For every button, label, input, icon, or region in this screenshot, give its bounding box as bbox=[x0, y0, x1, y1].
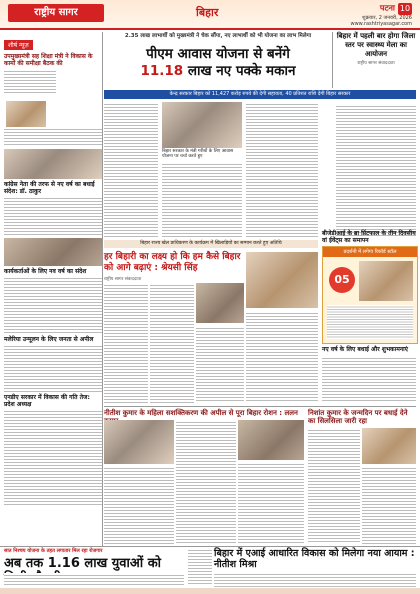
section-label: राष्ट्रीय सागर bbox=[8, 4, 104, 22]
lower-left-photo bbox=[104, 420, 174, 464]
article-text bbox=[4, 196, 102, 236]
row-divider bbox=[104, 406, 416, 407]
bottom-left-headline: अब तक 1.16 लाख युवाओं को bbox=[4, 556, 162, 571]
lead-subheading-bar: केन्द्र सरकार बिहार को 11,427 करोड़ रुपये की देगी सहायता, 40 प्रतिशत राशि देगी बिहार सरकार bbox=[104, 90, 416, 99]
page-number: 10 bbox=[399, 4, 411, 13]
right-column-byline: राष्ट्रीय सागर संवाददाता bbox=[357, 61, 395, 66]
mid-story-photo bbox=[196, 283, 244, 323]
lead-photo-caption: बिहार सरकार के मंत्री गरीबों के लिए आवास योजना पर चर्चा करते हुए bbox=[162, 149, 234, 159]
bottom-text bbox=[4, 573, 184, 587]
column-divider bbox=[102, 32, 103, 546]
left-column bbox=[4, 32, 102, 550]
lower-mid-photo bbox=[238, 420, 304, 460]
footer-band bbox=[0, 588, 420, 594]
advertisement-title: प्रदर्शनी में लगेगा रिकॉर्ड स्टॉल bbox=[323, 247, 417, 257]
left-headline-4: मलेरिया उन्मूलन के लिए जनता से अपील bbox=[4, 336, 94, 343]
advertisement-badge: 05 bbox=[329, 267, 355, 293]
masthead bbox=[0, 0, 420, 30]
right-column-headline: बिहार में पहली बार होगा जिला स्तर पर स्वास्थ्य मेला का आयोजन bbox=[336, 32, 416, 58]
lower-left-text bbox=[104, 466, 174, 544]
lower-right-text bbox=[362, 466, 416, 544]
masthead-info bbox=[351, 3, 413, 27]
left-headline-1: उपमुख्यमंत्री सह शिक्षा मंत्री ने विकास के कामों की समीक्षा बैठक की bbox=[4, 53, 93, 67]
article-photo bbox=[6, 101, 46, 127]
note-text bbox=[322, 356, 416, 402]
article-text bbox=[4, 409, 102, 505]
issue-date: शुक्रवार, 2 जनवरी, 2026 bbox=[362, 15, 412, 21]
mid-story-text bbox=[246, 311, 318, 403]
article-text bbox=[4, 69, 56, 95]
lead-headline bbox=[104, 46, 332, 80]
article-text bbox=[4, 127, 102, 147]
lead-text-col-2 bbox=[162, 162, 242, 238]
bottom-text bbox=[214, 572, 416, 587]
article-text bbox=[4, 276, 102, 334]
left-headline-5: एनडीए सरकार में विकास की गति तेज: प्रदेश अध्यक्ष bbox=[4, 394, 90, 408]
article-text bbox=[4, 344, 102, 392]
lead-headline-line2: लाख नए पक्के मकान bbox=[187, 63, 296, 79]
mid-story-text bbox=[196, 326, 244, 403]
right-column bbox=[336, 32, 416, 66]
caption-band: बिहार राज्य खेल प्राधिकरण के कार्यक्रम में खिलाड़ियों का सम्मान करते हुए अतिथि bbox=[104, 240, 318, 248]
website: www.rashtriyasagar.com bbox=[350, 21, 412, 27]
advertisement bbox=[322, 246, 418, 344]
lower-right-photo bbox=[362, 428, 416, 464]
article-photo bbox=[4, 149, 102, 179]
mid-story-photo bbox=[246, 252, 318, 308]
lead-headline-line1: पीएम आवास योजना से बनेंगे bbox=[146, 46, 290, 62]
mid-story-text bbox=[150, 283, 194, 403]
advertisement-text bbox=[327, 305, 413, 339]
bottom-right-headline: बिहार में एआई आधारित विकास को मिलेगा नया आयाम : नीतीश मिश्रा bbox=[214, 548, 415, 570]
lead-text-col-1 bbox=[104, 102, 158, 238]
lead-text-col-3 bbox=[246, 102, 318, 238]
bottom-left-kicker: सात निश्चय योजना के तहत लगातार मिल रहा रोजगार bbox=[4, 548, 103, 554]
article-photo bbox=[4, 238, 102, 266]
right-block-headline: बीजेडीआई के ब्रा प्रिंटफाल के तीन दिवसीय वां ईवेंट्स का समापन bbox=[322, 230, 416, 244]
advertisement-photo bbox=[359, 261, 413, 301]
top-strip: 2.35 लाख लाभार्थी को मुख्यमंत्री ने चेक सौंपा, नए लाभार्थी को भी योजना का लाभ मिलेगा bbox=[124, 33, 312, 39]
lower-right-headline: निशांत कुमार के जन्मदिन पर बधाई देने का सिलसिला जारी रहा bbox=[308, 409, 408, 425]
column-divider bbox=[332, 32, 333, 88]
left-headline-2: कांग्रेस नेता की तरफ से नए वर्ष का बधाई संदेश: डॉ. ठाकुर bbox=[4, 181, 95, 195]
left-headline-3: कार्यकर्ताओं के लिए नव वर्ष का संदेश bbox=[4, 268, 87, 275]
mid-story-headline: हर बिहारी का लक्ष्य हो कि हम कैसे बिहार को आगे बढ़ाएं : श्रेयसी सिंह bbox=[104, 252, 241, 273]
brand-label: पटना bbox=[379, 3, 395, 13]
column-tag: शीर्ष न्यूज़ bbox=[4, 40, 33, 50]
lower-mid-text bbox=[238, 462, 304, 544]
bottom-text bbox=[188, 548, 212, 586]
note-headline: नए वर्ष के लिए बधाई और शुभकामनाएं bbox=[322, 346, 408, 353]
lead-photo bbox=[162, 102, 242, 148]
row-divider bbox=[0, 546, 420, 547]
state-label: बिहार bbox=[196, 6, 219, 19]
mid-story-text bbox=[104, 283, 148, 403]
right-column-text bbox=[336, 104, 416, 238]
mid-story-byline: राष्ट्रीय सागर संवाददाता bbox=[104, 277, 142, 282]
lower-right-text bbox=[308, 428, 360, 544]
lower-left-text bbox=[176, 420, 236, 544]
lower-left-headline: नीतीश कुमार के महिला सशक्तिकरण की अपील से पूरा बिहार रोशन : ललन bbox=[104, 409, 298, 417]
lead-headline-number: 11.18 bbox=[140, 63, 184, 79]
